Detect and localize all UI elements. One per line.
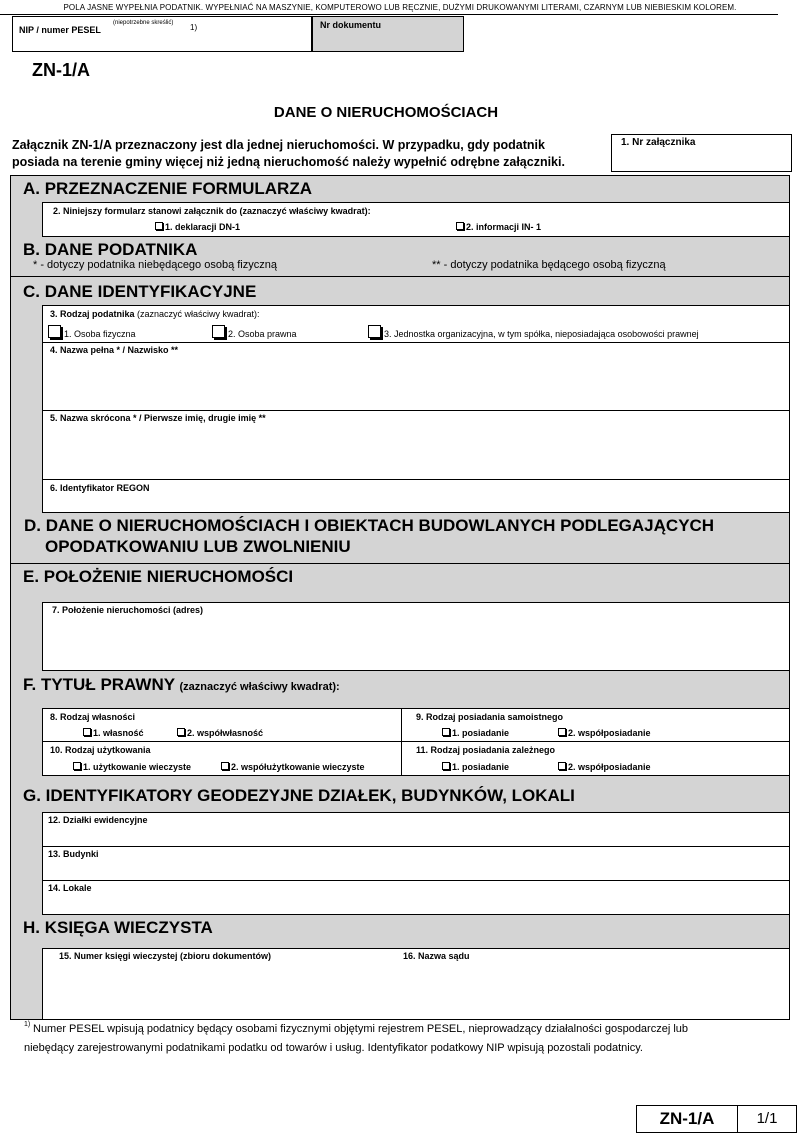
doc-number-label: Nr dokumentu	[320, 20, 382, 30]
field-7-label: 7. Położenie nieruchomości (adres)	[52, 605, 204, 615]
checkbox-icon[interactable]	[73, 762, 81, 770]
field-2-option-dn1[interactable]: 1. deklaracji DN-1	[155, 222, 240, 232]
field-15-label: 15. Numer księgi wieczystej (zbioru dokumentów)	[59, 951, 272, 961]
fill-instruction: POLA JASNE WYPEŁNIA PODATNIK. WYPEŁNIAĆ NA MASZYNIE, KOMPUTEROWO LUB RĘCZNIE, DUŻYMI DRUKOWANYMI LITERAMI, CZARNYM LUB NIEBIESKIM KOLOREM.	[63, 3, 737, 12]
intro-line-2: posiada na terenie gminy więcej niż jedną nieruchomość należy wypełnić odrębne załączniki.	[12, 155, 565, 169]
checkbox-icon[interactable]	[368, 325, 381, 338]
nip-footnote-ref: 1)	[190, 23, 198, 32]
field-2-label: 2. Niniejszy formularz stanowi załącznik do (zaznaczyć właściwy kwadrat):	[53, 206, 371, 216]
footnote-line-1: Numer PESEL wpisują podatnicy będący osobami fizycznymi objętymi rejestrem PESEL, nieprowadzący działalności gospodarczej lub	[33, 1023, 689, 1035]
regon-field[interactable]	[42, 479, 790, 513]
land-register-field[interactable]	[42, 948, 790, 1020]
checkbox-icon[interactable]	[558, 728, 566, 736]
page-number: 1/1	[737, 1105, 797, 1133]
field-14-label: 14. Lokale	[48, 883, 92, 893]
form-code: ZN-1/A	[32, 60, 90, 80]
section-e-title: E. POŁOŻENIE NIERUCHOMOŚCI	[23, 567, 294, 586]
section-d-title-line-2: OPODATKOWANIU LUB ZWOLNIENIU	[45, 537, 351, 556]
attachment-number-label: 1. Nr załącznika	[621, 137, 696, 148]
field-11-label: 11. Rodzaj posiadania zależnego	[416, 745, 556, 755]
field-9-label: 9. Rodzaj posiadania samoistnego	[416, 712, 564, 722]
section-c-title: C. DANE IDENTYFIKACYJNE	[23, 282, 257, 301]
top-rule	[0, 14, 778, 15]
section-h-title: H. KSIĘGA WIECZYSTA	[23, 918, 213, 937]
field-10-option-perpetual-use[interactable]: 1. użytkowanie wieczyste	[73, 762, 191, 772]
field-16-label: 16. Nazwa sądu	[403, 951, 470, 961]
field-3-label: 3. Rodzaj podatnika (zaznaczyć właściwy kwadrat):	[50, 309, 260, 319]
field-8-option-ownership[interactable]: 1. własność	[83, 728, 144, 738]
field-3-option-natural[interactable]: 1. Osoba fizyczna	[48, 324, 136, 339]
field-2-option-in1[interactable]: 2. informacji IN- 1	[456, 222, 541, 232]
field-10-label: 10. Rodzaj użytkowania	[50, 745, 151, 755]
field-13-label: 13. Budynki	[48, 849, 99, 859]
divider	[10, 563, 790, 564]
section-a-title: A. PRZEZNACZENIE FORMULARZA	[23, 179, 312, 198]
intro-line-1: Załącznik ZN-1/A przeznaczony jest dla jednej nieruchomości. W przypadku, gdy podatnik	[12, 138, 545, 152]
checkbox-icon[interactable]	[558, 762, 566, 770]
section-d-title-line-1: D. DANE O NIERUCHOMOŚCIACH I OBIEKTACH BUDOWLANYCH PODLEGAJĄCYCH	[24, 516, 715, 535]
premises-field[interactable]	[42, 880, 790, 915]
field-6-label: 6. Identyfikator REGON	[50, 483, 150, 493]
field-5-label: 5. Nazwa skrócona * / Pierwsze imię, drugie imię **	[50, 413, 266, 423]
field-9-option-co-possession[interactable]: 2. współposiadanie	[558, 728, 651, 738]
field-11-option-co-possession[interactable]: 2. współposiadanie	[558, 762, 651, 772]
field-10-box	[42, 741, 402, 776]
parcels-field[interactable]	[42, 812, 790, 847]
checkbox-icon[interactable]	[177, 728, 185, 736]
divider	[10, 276, 790, 277]
field-2-box	[42, 202, 790, 237]
page-title: DANE O NIERUCHOMOŚCIACH	[273, 104, 499, 121]
field-3-option-legal[interactable]: 2. Osoba prawna	[212, 324, 297, 339]
nip-note: (niepotrzebne skreślić)	[113, 20, 174, 26]
field-4-label: 4. Nazwa pełna * / Nazwisko **	[50, 345, 179, 355]
checkbox-icon[interactable]	[212, 325, 225, 338]
section-b-title: B. DANE PODATNIKA	[23, 240, 198, 259]
field-10-option-co-perpetual-use[interactable]: 2. współużytkowanie wieczyste	[221, 762, 365, 772]
footer-form-code: ZN-1/A	[636, 1105, 738, 1133]
checkbox-icon[interactable]	[442, 762, 450, 770]
field-11-option-possession[interactable]: 1. posiadanie	[442, 762, 509, 772]
field-3-box	[42, 305, 790, 343]
checkbox-icon[interactable]	[83, 728, 91, 736]
field-9-box	[401, 708, 790, 742]
nip-label: NIP / numer PESEL	[19, 25, 101, 35]
attachment-number-field[interactable]	[611, 134, 792, 172]
checkbox-icon[interactable]	[48, 325, 61, 338]
checkbox-icon[interactable]	[155, 222, 163, 230]
short-name-field[interactable]	[42, 410, 790, 480]
checkbox-icon[interactable]	[456, 222, 464, 230]
field-8-box	[42, 708, 402, 742]
field-12-label: 12. Działki ewidencyjne	[48, 815, 148, 825]
field-9-option-possession[interactable]: 1. posiadanie	[442, 728, 509, 738]
section-g-title: G. IDENTYFIKATORY GEODEZYJNE DZIAŁEK, BUDYNKÓW, LOKALI	[23, 786, 575, 805]
checkbox-icon[interactable]	[442, 728, 450, 736]
checkbox-icon[interactable]	[221, 762, 229, 770]
field-11-box	[401, 741, 790, 776]
doc-number-field	[312, 16, 464, 52]
field-3-option-unit[interactable]: 3. Jednostka organizacyjna, w tym spółka, nieposiadająca osobowości prawnej	[368, 324, 699, 339]
section-b-note-natural: ** - dotyczy podatnika będącego osobą fizyczną	[432, 259, 666, 271]
full-name-field[interactable]	[42, 342, 790, 411]
field-8-option-co-ownership[interactable]: 2. współwłasność	[177, 728, 263, 738]
buildings-field[interactable]	[42, 846, 790, 881]
footnote-marker: 1)	[24, 1021, 31, 1028]
property-address-field[interactable]	[42, 602, 790, 671]
field-8-label: 8. Rodzaj własności	[50, 712, 136, 722]
section-f-title: F. TYTUŁ PRAWNY (zaznaczyć właściwy kwadrat):	[23, 675, 340, 694]
footnote-line-2: niebędący zarejestrowanymi podatnikami podatku od towarów i usług. Identyfikator podatkowy NIP wpisują pozostali podatnicy.	[24, 1042, 643, 1054]
section-b-note-legal: * - dotyczy podatnika niebędącego osobą fizyczną	[33, 259, 277, 271]
nip-field[interactable]	[12, 16, 312, 52]
